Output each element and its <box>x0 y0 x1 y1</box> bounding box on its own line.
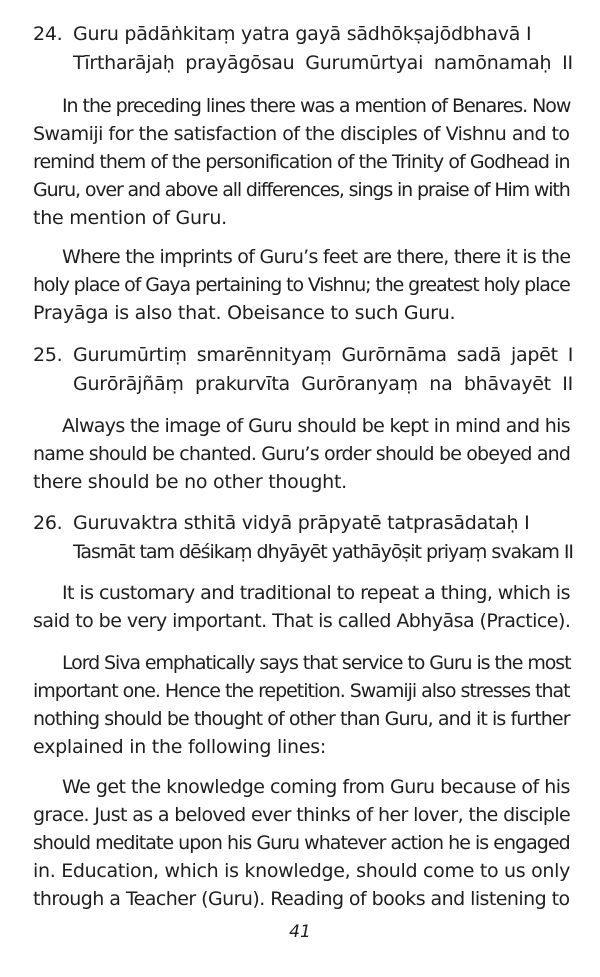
verse-text: Guruvaktra sthitā vidyā prāpyatē tatprasādataḥ I <box>73 512 530 534</box>
verse-26-line-1 <box>33 511 530 535</box>
paragraph-1-line-3: remind them of the personification of the Trinity of Godhead in <box>33 151 570 173</box>
paragraph-6-line-5: through a Teacher (Guru). Reading of books and listening to <box>33 888 570 910</box>
paragraph-5-line-1: Lord Siva emphatically says that service to Guru is the most <box>62 652 571 674</box>
paragraph-3-line-3: there should be no other thought. <box>33 471 347 493</box>
paragraph-1-line-4: Guru, over and above all differences, sings in praise of Him with <box>33 179 570 201</box>
verse-25-line-1 <box>33 343 573 367</box>
paragraph-2-line-3: Prayāga is also that. Obeisance to such Guru. <box>33 302 456 324</box>
paragraph-1-line-1: In the preceding lines there was a mention of Benares. Now <box>62 95 571 117</box>
paragraph-6-line-3: should meditate upon his Guru whatever action he is engaged <box>33 832 570 854</box>
verse-24-line-2: Tīrtharājaḥ prayāgōsau Gurumūrtyai namōnamaḥ II <box>73 52 573 74</box>
page-number: 41 <box>289 922 311 942</box>
verse-number: 24. <box>33 23 63 45</box>
paragraph-2-line-2: holy place of Gaya pertaining to Vishnu; the greatest holy place <box>33 274 570 296</box>
paragraph-5-line-3: nothing should be thought of other than Guru, and it is further <box>33 708 570 730</box>
paragraph-3-line-1: Always the image of Guru should be kept in mind and his <box>62 415 570 437</box>
paragraph-2-line-1: Where the imprints of Guru’s feet are there, there it is the <box>62 246 571 268</box>
paragraph-3-line-2: name should be chanted. Guru’s order should be obeyed and <box>33 443 571 465</box>
verse-26-line-2: Tasmāt tam dēśikaṃ dhyāyēt yathāyōṣit priyaṃ svakam II <box>73 541 573 563</box>
verse-number: 26. <box>33 512 63 534</box>
verse-24-line-1 <box>33 22 531 46</box>
verse-text: Gurumūrtiṃ smarēnnityaṃ Gurōrnāma sadā japēt I <box>73 344 574 366</box>
verse-text: Guru pādāṅkitaṃ yatra gayā sādhōkṣajōdbhavā I <box>73 23 532 45</box>
paragraph-6-line-4: in. Education, which is knowledge, should come to us only <box>33 860 571 882</box>
verse-number: 25. <box>33 344 63 366</box>
paragraph-5-line-2: important one. Hence the repetition. Swamiji also stresses that <box>33 680 570 702</box>
paragraph-4-line-2: said to be very important. That is called Abhyāsa (Practice). <box>33 610 571 632</box>
paragraph-6-line-1: We get the knowledge coming from Guru because of his <box>62 776 570 798</box>
verse-25-line-2: Gurōrājñāṃ prakurvīta Gurōranyaṃ na bhāvayēt II <box>73 373 573 395</box>
paragraph-5-line-4: explained in the following lines: <box>33 736 327 758</box>
paragraph-1-line-5: the mention of Guru. <box>33 207 227 229</box>
paragraph-6-line-2: grace. Just as a beloved ever thinks of her lover, the disciple <box>33 804 571 826</box>
paragraph-1-line-2: Swamiji for the satisfaction of the disciples of Vishnu and to <box>33 123 570 145</box>
paragraph-4-line-1: It is customary and traditional to repeat a thing, which is <box>62 582 570 604</box>
